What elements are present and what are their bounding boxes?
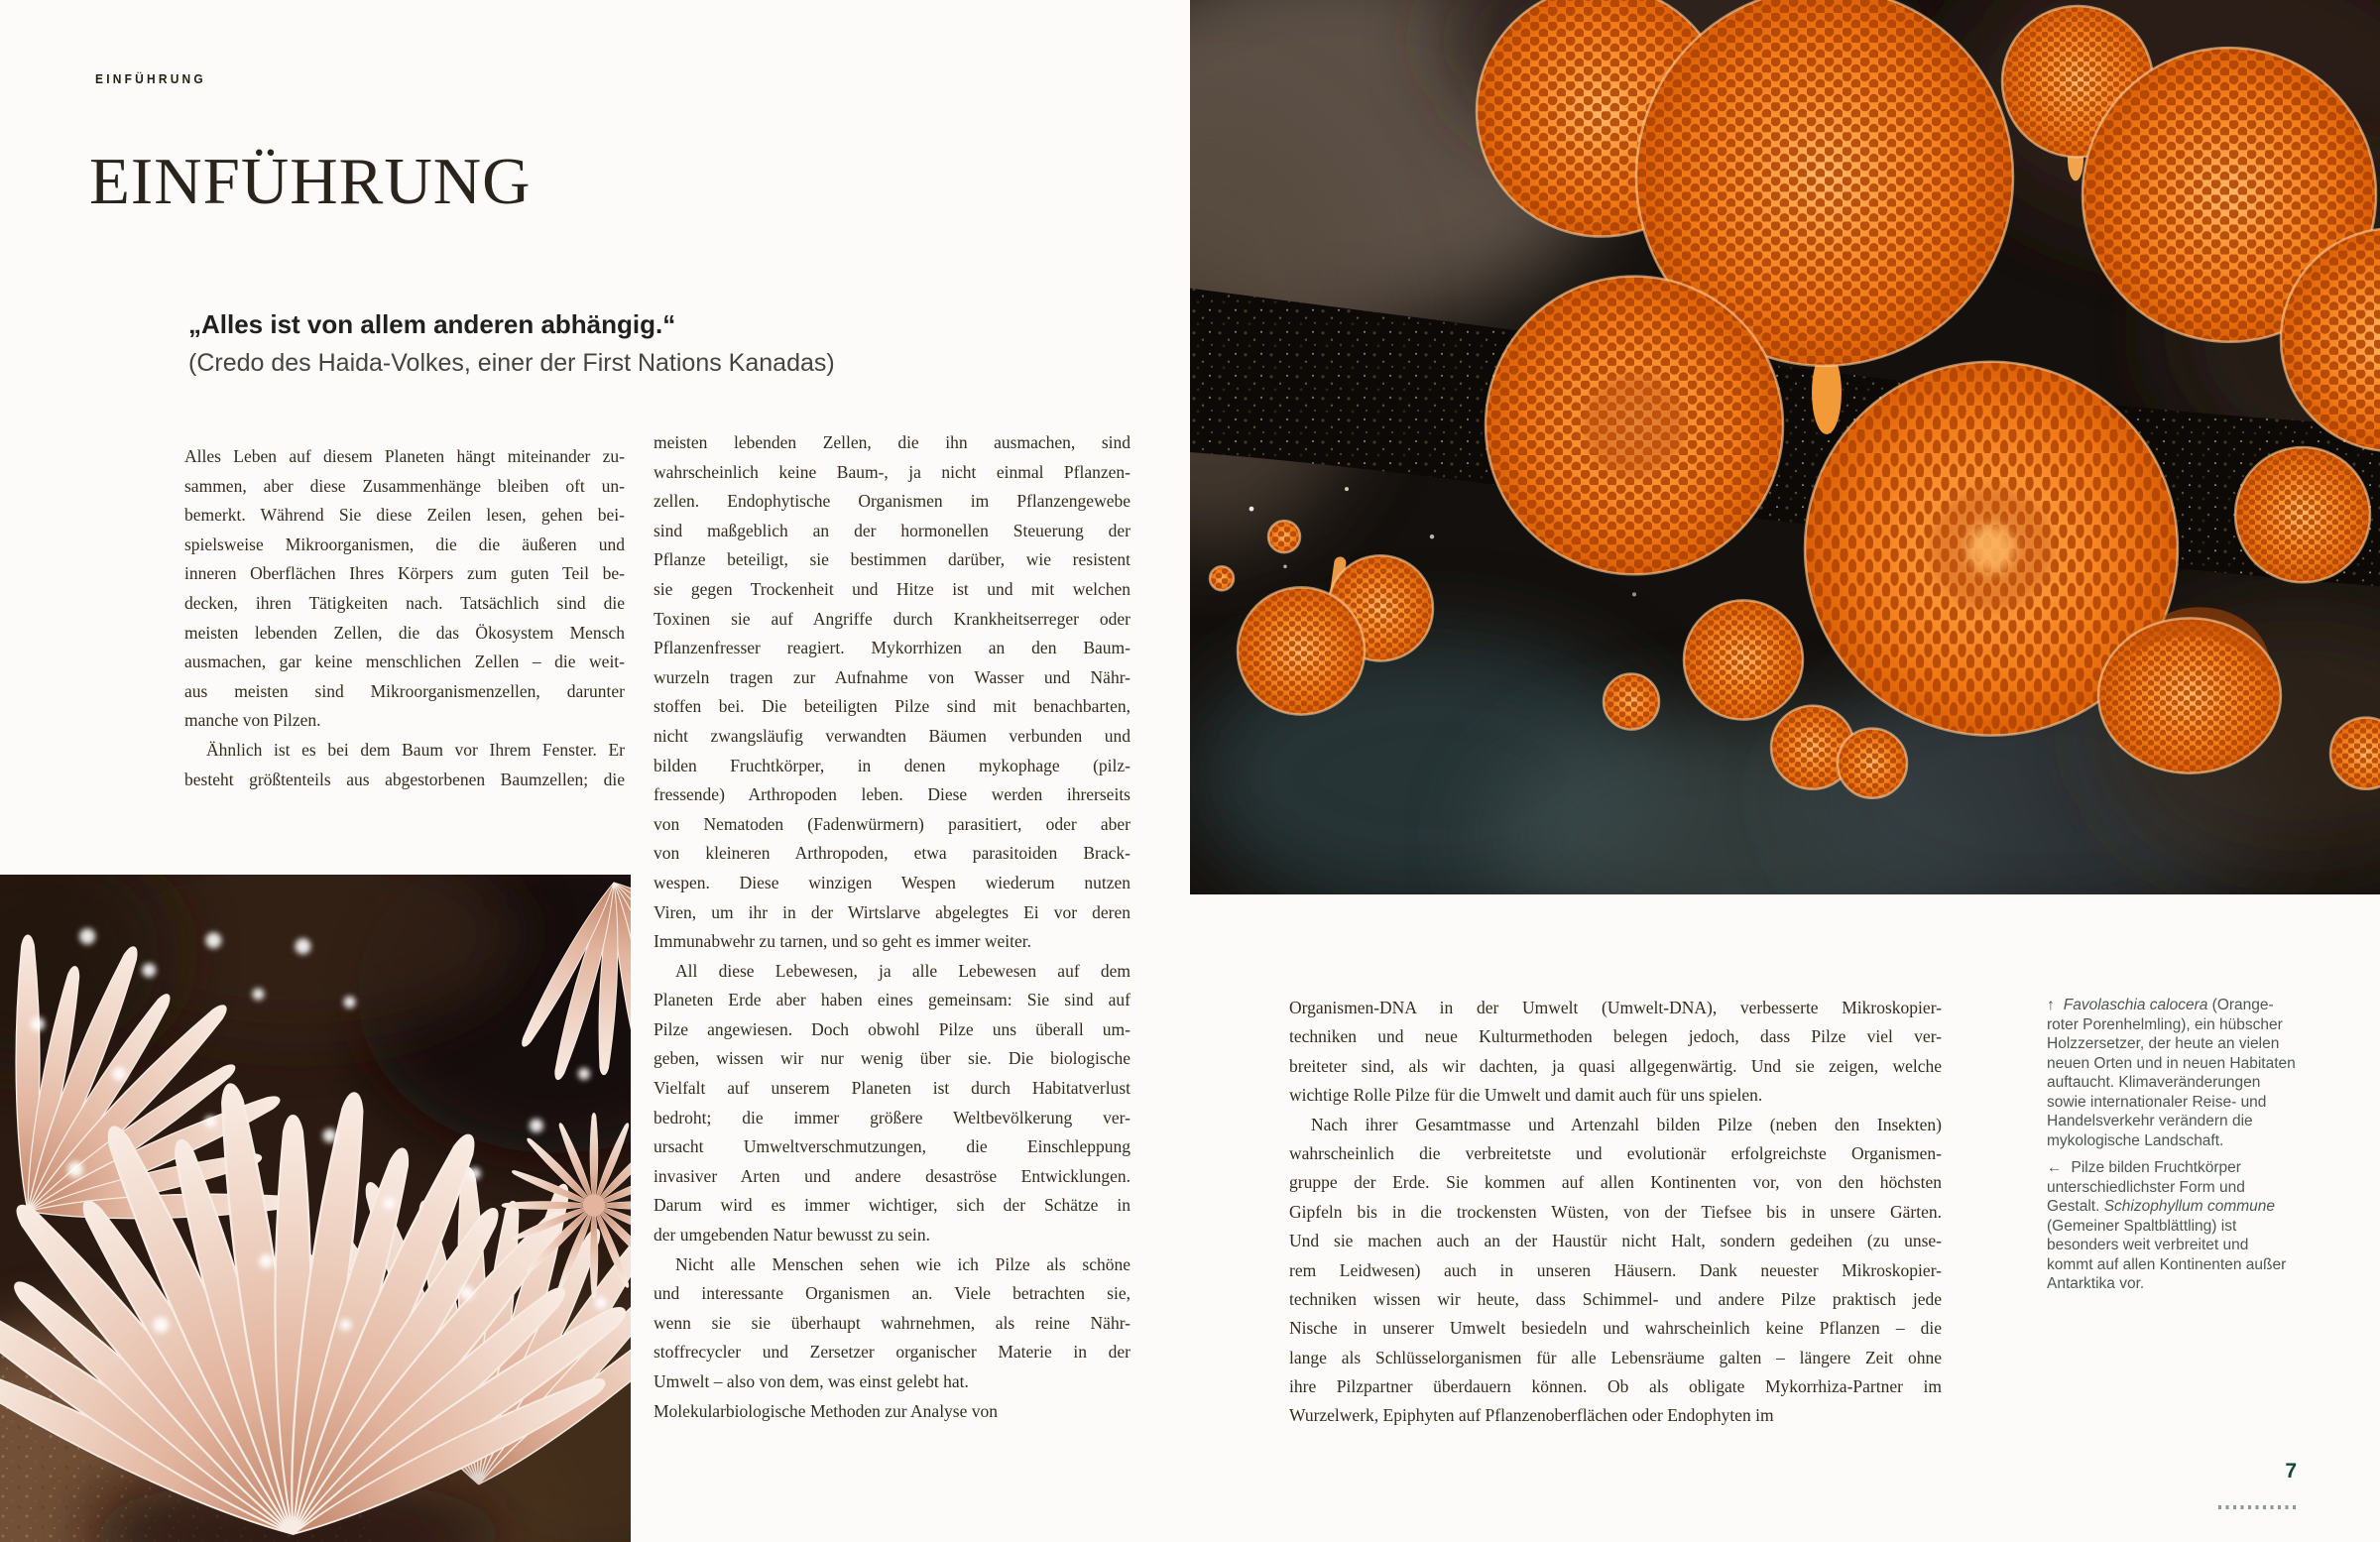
text-line: wurzeln tragen zur Aufnahme von Wasser und Nähr-	[654, 666, 1130, 687]
text-line: lange als Schlüsselorganismen für alle Lebensräume galten – längere Zeit ohne	[1289, 1347, 1942, 1367]
text-line: Planeten Erde aber haben eines gemeinsam: Sie sind auf	[654, 990, 1130, 1010]
right-text-column	[1289, 994, 1942, 1431]
caption-text: (Orange-roter Porenhelmling), ein hübscher Holzzersetzer, der heute an vielen neuen Orten und in neuen Habitaten auftaucht. Klimaveränderungen sowie internationaler Reise- und Handelsverkehr verändern die mykologische Landschaft.	[2047, 997, 2296, 1149]
text-line: techniken und neue Kulturmethoden belegen jedoch, dass Pilze viel ver-	[1289, 1026, 1942, 1047]
text-line: zellen. Endophytische Organismen im Pflanzengewebe	[654, 491, 1130, 512]
text-line: Pilze angewiesen. Doch obwohl Pilze uns überall um-	[654, 1018, 1130, 1039]
text-line: wenn sie sie überhaupt wahrnehmen, als reine Nähr-	[654, 1312, 1130, 1333]
text-line: meisten lebenden Zellen, die das Ökosystem Mensch	[184, 622, 625, 643]
text-line: aus meisten sind Mikroorganismenzellen, darunter	[184, 680, 625, 701]
text-line: Umwelt – also von dem, was einst gelebt hat.	[654, 1371, 969, 1391]
favolaschia-photo-image	[1190, 0, 2380, 894]
page-title: EINFÜHRUNG	[89, 145, 532, 218]
text-line: manche von Pilzen.	[184, 710, 321, 731]
text-line: wahrscheinlich die verbreitetste und evolutionär erfolgreichste Organismen-	[1289, 1142, 1942, 1163]
text-line: von kleineren Arthropoden, etwa parasitoiden Brack-	[654, 843, 1130, 864]
text-line: decken, ihren Tätigkeiten nach. Tatsächlich sind die	[184, 592, 625, 613]
text-line: Pflanzenfresser reagiert. Mykorrhizen an den Baum-	[654, 638, 1130, 658]
left-arrow-icon: ←	[2047, 1159, 2063, 1176]
text-line: der umgebenden Natur bewusst zu sein.	[654, 1225, 930, 1245]
epigraph-quote: „Alles ist von allem anderen abhängig.“	[188, 309, 676, 339]
text-line: geben, wissen wir nur wenig über sie. Die biologische	[654, 1048, 1130, 1069]
text-line: invasiver Arten und andere desaströse Entwicklungen.	[654, 1165, 1130, 1186]
text-line: Nische in unserer Umwelt besiedeln und wahrscheinlich keine Pflanzen – die	[1289, 1318, 1942, 1339]
left-text-column	[184, 442, 625, 794]
up-arrow-icon: ↑	[2047, 997, 2055, 1013]
text-line: rem Leidwesen) auch in unseren Häusern. Dank neuester Mikroskopier-	[1289, 1259, 1942, 1280]
schizophyllum-photo	[0, 875, 631, 1542]
page-number: 7	[2285, 1460, 2297, 1483]
text-line: ursacht Umweltverschmutzungen, die Einschleppung	[654, 1136, 1130, 1157]
caption-text: (Gemeiner Spaltblättling) ist besonders weit verbreitet und kommt auf allen Kontinenten außer Antarktika vor.	[2047, 1217, 2287, 1292]
text-line: gruppe der Erde. Sie kommen auf allen Kontinenten vor, von den höchsten	[1289, 1172, 1942, 1193]
text-line: Alles Leben auf diesem Planeten hängt miteinander zu-	[184, 446, 625, 466]
text-line: Organismen-DNA in der Umwelt (Umwelt-DNA), verbesserte Mikroskopier-	[1289, 998, 1942, 1017]
text-line: Immunabwehr zu tarnen, und so geht es immer weiter.	[654, 931, 1032, 952]
text-line: Nicht alle Menschen sehen wie ich Pilze als schöne	[675, 1253, 1130, 1274]
text-line: Gipfeln bis in die trockensten Wüsten, von der Tiefsee bis in unsere Gärten.	[1289, 1201, 1942, 1222]
species-name: Schizophyllum commune	[2103, 1198, 2276, 1215]
favolaschia-photo	[1190, 0, 2380, 894]
text-line: All diese Lebewesen, ja alle Lebewesen auf dem	[675, 960, 1130, 981]
text-line: Nach ihrer Gesamtmasse und Artenzahl bilden Pilze (neben den Insekten)	[1311, 1114, 1942, 1134]
text-line: besteht größtenteils aus abgestorbenen Baumzellen; die	[184, 769, 625, 789]
text-line: techniken wissen wir heute, dass Schimmel- und andere Pilze praktisch jede	[1289, 1288, 1942, 1309]
text-line: bedroht; die immer größere Weltbevölkerung ver-	[654, 1107, 1130, 1127]
text-line: sie gegen Trockenheit und Hitze ist und mit welchen	[654, 578, 1130, 599]
text-line: stoffrecycler und Zersetzer organischer Materie in der	[654, 1342, 1130, 1363]
text-line: Pflanze beteiligt, sie bestimmen darüber, wie resistent	[654, 549, 1130, 570]
text-line: Toxinen sie auf Angriffe durch Krankheitserreger oder	[654, 608, 1130, 629]
text-line: bilden Fruchtkörper, in denen mykophage (pilz-	[654, 755, 1130, 775]
text-line: breiteter sind, als wir dachten, ja quasi allgegenwärtig. Und sie zeigen, welche	[1289, 1055, 1942, 1076]
schizophyllum-photo-image	[0, 875, 631, 1542]
caption-text: Pilze bilden Fruchtkörper unterschiedlichster Form und Gestalt.	[2047, 1159, 2245, 1215]
text-line: spielsweise Mikroorganismen, die die äußeren und	[184, 534, 625, 554]
text-line: Molekularbiologische Methoden zur Analyse von	[654, 1400, 999, 1421]
text-line: meisten lebenden Zellen, die ihn ausmachen, sind	[654, 432, 1130, 452]
text-line: Darum wird es immer wichtiger, sich der Schätze in	[654, 1195, 1130, 1216]
photo-caption-left	[2047, 1158, 2297, 1294]
text-line: sind maßgeblich an der hormonellen Steuerung der	[654, 520, 1130, 540]
middle-text-column	[654, 428, 1130, 1426]
text-line: nicht zwangsläufig verwandten Bäumen verbunden und	[654, 725, 1130, 746]
running-header: EINFÜHRUNG	[95, 71, 206, 86]
text-line: fressende) Arthropoden leben. Diese werden ihrerseits	[654, 784, 1130, 805]
text-line: Und sie machen auch an der Haustür nicht Halt, sondern gedeihen (zu unse-	[1289, 1231, 1942, 1251]
text-line: und interessante Organismen an. Viele betrachten sie,	[654, 1283, 1130, 1304]
epigraph-attribution: (Credo des Haida-Volkes, einer der First Nations Kanadas)	[188, 349, 835, 377]
text-line: Vielfalt auf unserem Planeten ist durch Habitatverlust	[654, 1078, 1130, 1099]
text-line: bemerkt. Während Sie diese Zeilen lesen, gehen bei-	[184, 505, 625, 526]
text-line: wahrscheinlich keine Baum-, ja nicht einmal Pflanzen-	[654, 461, 1130, 482]
text-line: ausmachen, gar keine menschlichen Zellen – die weit-	[184, 652, 625, 672]
text-line: wichtige Rolle Pilze für die Umwelt und damit auch für uns spielen.	[1289, 1085, 1763, 1106]
text-line: ihre Pilzpartner überdauern können. Ob als obligate Mykorrhiza-Partner im	[1289, 1376, 1942, 1397]
species-name: Favolaschia calocera	[2063, 997, 2208, 1013]
text-line: stoffen bei. Die beteiligten Pilze sind mit benachbarten,	[654, 696, 1130, 717]
text-line: sammen, aber diese Zusammenhänge bleiben oft un-	[184, 475, 625, 496]
text-line: Viren, um ihr in der Wirtslarve abgelegtes Ei vor deren	[654, 901, 1130, 922]
text-line: von Nematoden (Fadenwürmern) parasitiert, oder aber	[654, 813, 1130, 834]
text-line: Wurzelwerk, Epiphyten auf Pflanzenoberflächen oder Endophyten im	[1289, 1405, 1774, 1426]
photo-caption-top	[2047, 996, 2297, 1150]
folio-dotted-rule	[2218, 1505, 2298, 1509]
text-line: wespen. Diese winzigen Wespen wiederum nutzen	[654, 872, 1130, 892]
text-line: inneren Oberflächen Ihres Körpers zum guten Teil be-	[184, 563, 625, 584]
text-line: Ähnlich ist es bei dem Baum vor Ihrem Fenster. Er	[206, 739, 625, 760]
